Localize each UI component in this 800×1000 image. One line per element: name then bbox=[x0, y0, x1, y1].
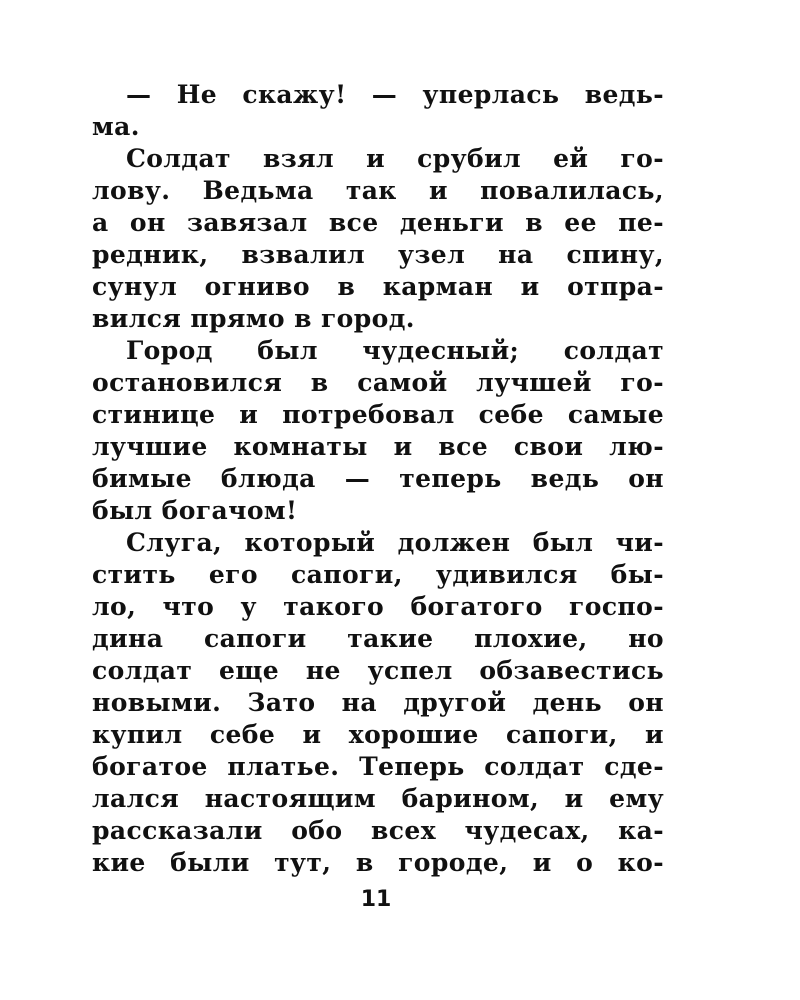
text-line: новыми. Зато на другой день он bbox=[92, 688, 664, 717]
text-line: дина сапоги такие плохие, но bbox=[92, 624, 664, 653]
text-line: ма. bbox=[92, 112, 140, 141]
text-line: бимые блюда — теперь ведь он bbox=[92, 464, 664, 493]
text-line: редник, взвалил узел на спину, bbox=[92, 240, 664, 269]
text-line: купил себе и хорошие сапоги, и bbox=[92, 720, 664, 749]
text-line: стить его сапоги, удивился бы- bbox=[92, 560, 664, 589]
text-line: рассказали обо всех чудесах, ка- bbox=[92, 816, 664, 845]
text-line: лучшие комнаты и все свои лю- bbox=[92, 432, 664, 461]
page-number: 11 bbox=[360, 887, 392, 912]
text-line: — Не скажу! — уперлась ведь- bbox=[126, 80, 664, 109]
text-line: Слуга, который должен был чи- bbox=[126, 528, 664, 557]
text-line: лался настоящим барином, и ему bbox=[92, 784, 664, 813]
text-line: был богачом! bbox=[92, 496, 298, 525]
text-line: ло, что у такого богатого госпо- bbox=[92, 592, 664, 621]
text-line: вился прямо в город. bbox=[92, 304, 415, 333]
body-text bbox=[92, 79, 664, 879]
text-line: сунул огниво в карман и отпра- bbox=[92, 272, 664, 301]
text-line: остановился в самой лучшей го- bbox=[92, 368, 664, 397]
text-line: лову. Ведьма так и повалилась, bbox=[92, 176, 664, 205]
text-line: кие были тут, в городе, и о ко- bbox=[92, 848, 664, 877]
text-line: Солдат взял и срубил ей го- bbox=[126, 144, 664, 173]
text-line: богатое платье. Теперь солдат сде- bbox=[92, 752, 664, 781]
text-line: Город был чудесный; солдат bbox=[126, 336, 664, 365]
text-line: стинице и потребовал себе самые bbox=[92, 400, 664, 429]
text-line: а он завязал все деньги в ее пе- bbox=[92, 208, 664, 237]
text-line: солдат еще не успел обзавестись bbox=[92, 656, 664, 685]
